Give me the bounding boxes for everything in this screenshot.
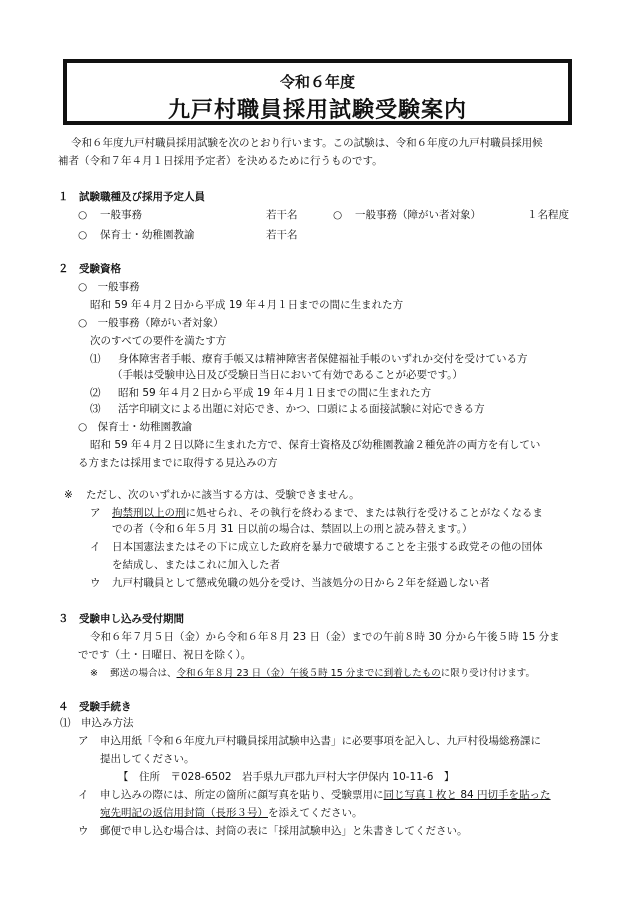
procedure-label: イ bbox=[78, 789, 89, 801]
title-box bbox=[63, 59, 572, 125]
note-item-text: 九戸村職員として懲戒免職の処分を受け、当該処分の日から２年を経過しない者 bbox=[112, 577, 490, 589]
qual-childcare-title: ○ 保育士・幼稚園教諭 bbox=[78, 421, 193, 433]
note-lead: ただし、次のいずれかに該当する方は、受験できません。 bbox=[86, 489, 360, 501]
job-name: 一般事務（障がい者対象） bbox=[355, 209, 481, 221]
note-item-label: ウ bbox=[90, 577, 101, 589]
procedure-label: ウ bbox=[78, 825, 89, 837]
intro-line1: 令和６年度九戸村職員採用試験を次のとおり行います。この試験は、令和６年度の九戸村職員採用候 bbox=[71, 137, 543, 149]
address-line: 【 住所 〒028-6502 岩手県九戸郡九戸村大字伊保内 10-11-6 】 bbox=[118, 771, 455, 783]
note-item-line2: での者（令和６年５月 31 日以前の場合は、禁固以上の刑と読み替えます。） bbox=[112, 523, 473, 535]
procedure-line2-post: を添えてください。 bbox=[268, 807, 363, 819]
page-title: 九戸村職員採用試験受験案内 bbox=[167, 98, 467, 123]
qual-disability-text: 次のすべての要件を満たす方 bbox=[90, 335, 227, 347]
procedure-label: ア bbox=[78, 735, 89, 747]
note-item-label: イ bbox=[90, 541, 101, 553]
procedure-line2-underlined: 宛先明記の返信用封筒（長形３号） bbox=[100, 807, 268, 819]
job-mark: ○ bbox=[78, 229, 88, 241]
qual-item-number: ⑴ bbox=[90, 353, 101, 365]
job-name: 一般事務 bbox=[100, 209, 142, 221]
note-item-label: ア bbox=[90, 507, 101, 519]
section-4-heading: ４ 受験手続き bbox=[58, 701, 132, 713]
qual-item-number: ⑶ bbox=[90, 403, 101, 415]
period-line1: 令和６年７月５日（金）から令和６年８月 23 日（金）までの午前８時 30 分から午後５時 15 分ま bbox=[90, 631, 560, 643]
period-note bbox=[110, 667, 535, 681]
qual-general-text: 昭和 59 年４月２日から平成 19 年４月１日までの間に生まれた方 bbox=[90, 299, 404, 311]
period-note-post: に限り受け付けます。 bbox=[440, 668, 536, 679]
intro-line2: 補者（令和７年４月１日採用予定者）を決めるために行うものです。 bbox=[58, 155, 383, 167]
qual-item-note: （手帳は受験申込日及び受験日当日において有効であることが必要です。） bbox=[112, 369, 463, 381]
title-year: 令和６年度 bbox=[279, 73, 355, 91]
qual-item-text: 昭和 59 年４月２日から平成 19 年４月１日までの間に生まれた方 bbox=[118, 387, 432, 399]
section-3-heading: ３ 受験申し込み受付期間 bbox=[58, 613, 184, 625]
period-note-mark: ※ bbox=[90, 668, 98, 679]
qual-item-text: 身体障害者手帳、療育手帳又は精神障害者保健福祉手帳のいずれか交付を受けている方 bbox=[118, 353, 528, 365]
procedure-line2 bbox=[100, 806, 363, 820]
procedure-text bbox=[100, 788, 551, 802]
note-item-text: 日本国憲法またはその下に成立した政府を暴力で破壊することを主張する政党その他の団体 bbox=[112, 541, 543, 553]
qual-general-title: ○ 一般事務 bbox=[78, 281, 140, 293]
period-note-pre: 郵送の場合は、 bbox=[110, 668, 177, 679]
qual-item-number: ⑵ bbox=[90, 387, 101, 399]
note-mark: ※ bbox=[64, 489, 73, 501]
section-1-heading: １ 試験職種及び採用予定人員 bbox=[58, 191, 205, 203]
note-item-text bbox=[112, 506, 543, 520]
job-mark: ○ bbox=[333, 209, 343, 221]
job-name: 保育士・幼稚園教諭 bbox=[100, 229, 195, 241]
job-count: 若干名 bbox=[266, 209, 298, 221]
note-item-line2: を結成し、またはこれに加入した者 bbox=[112, 559, 280, 571]
qual-childcare-text: る方または採用までに取得する見込みの方 bbox=[78, 457, 278, 469]
note-item-rest: に処せられ、その執行を終わるまで、または執行を受けることがなくなるま bbox=[185, 507, 543, 519]
qual-childcare-text: 昭和 59 年４月２日以降に生まれた方で、保育士資格及び幼稚園教諭２種免許の両方を有してい bbox=[90, 439, 541, 451]
job-count: 若干名 bbox=[266, 229, 298, 241]
subsection-heading: ⑴ 申込み方法 bbox=[60, 717, 134, 729]
procedure-text: 申込用紙「令和６年度九戸村職員採用試験申込書」に必要事項を記入し、九戸村役場総務課に bbox=[100, 735, 541, 747]
procedure-text-underlined: 同じ写真１枚と 84 円切手を貼った bbox=[383, 789, 551, 801]
job-mark: ○ bbox=[78, 209, 88, 221]
procedure-text-pre: 申し込みの際には、所定の箇所に顔写真を貼り、受験票用に bbox=[100, 789, 384, 801]
qual-disability-title: ○ 一般事務（障がい者対象） bbox=[78, 317, 224, 329]
procedure-text: 郵便で申し込む場合は、封筒の表に「採用試験申込」と朱書きしてください。 bbox=[100, 825, 468, 837]
period-note-underlined: 令和６年８月 23 日（金）午後５時 15 分までに到着したもの bbox=[176, 668, 441, 679]
procedure-line2: 提出してください。 bbox=[100, 753, 195, 765]
section-2-heading: ２ 受験資格 bbox=[58, 263, 121, 275]
note-item-underlined: 拘禁刑以上の刑 bbox=[112, 507, 186, 519]
job-count: １名程度 bbox=[527, 209, 569, 221]
period-line2: でです（土・日曜日、祝日を除く）。 bbox=[78, 649, 252, 661]
qual-item-text: 活字印刷文による出題に対応でき、かつ、口頭による面接試験に対応できる方 bbox=[118, 403, 485, 415]
